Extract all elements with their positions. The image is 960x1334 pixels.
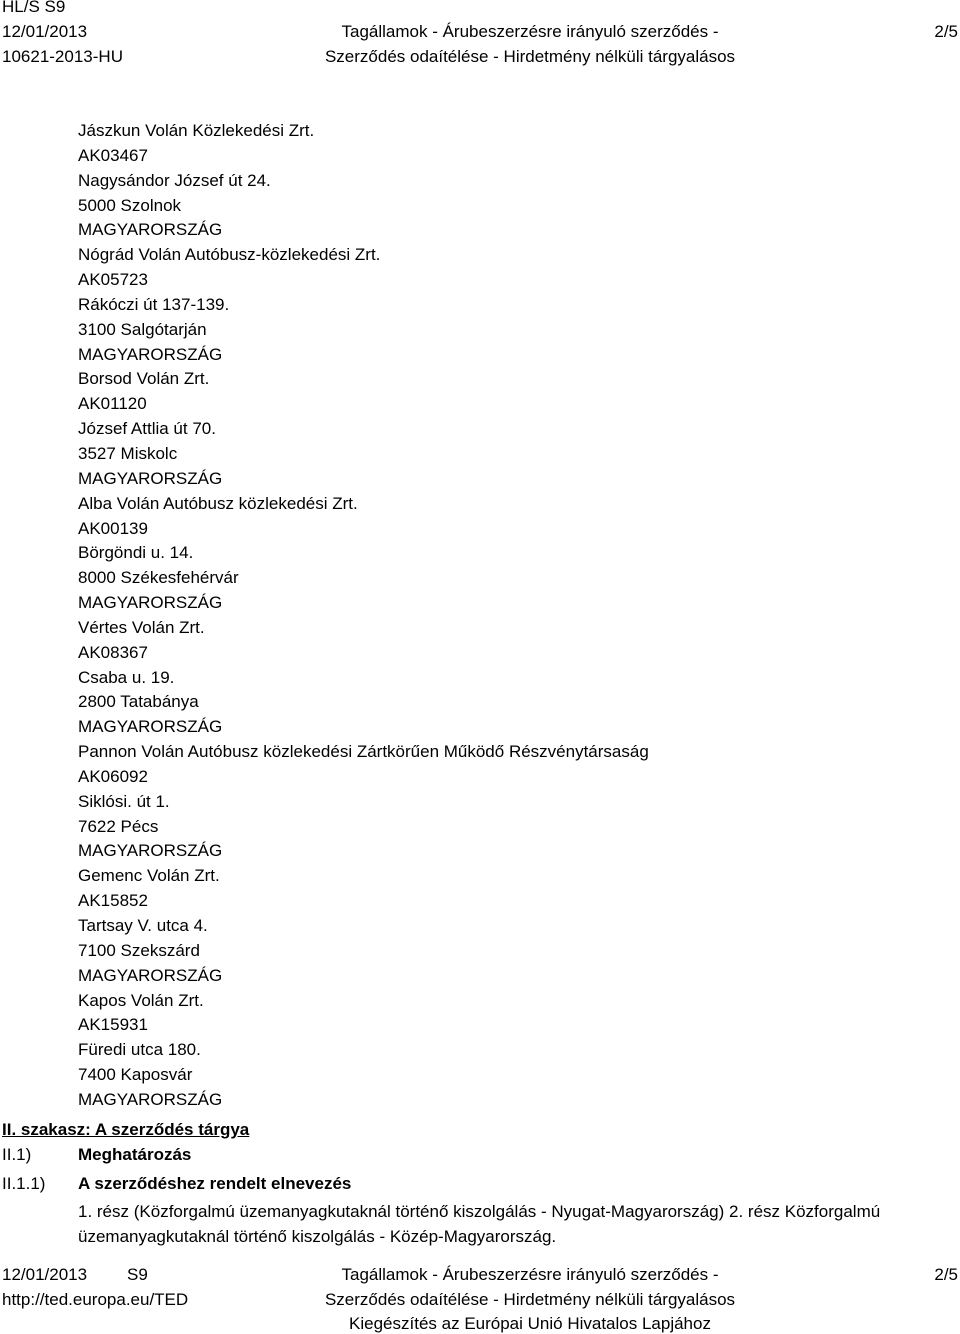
footer-title-line3: Kiegészítés az Európai Unió Hivatalos Lapjához <box>349 1314 711 1333</box>
address-line: AK03467 <box>78 145 148 165</box>
subsub-section-number: II.1.1) <box>2 1174 46 1193</box>
address-line: Borsod Volán Zrt. <box>78 369 210 389</box>
sub-section-title: Meghatározás <box>78 1145 192 1164</box>
address-line: Vértes Volán Zrt. <box>78 617 205 637</box>
section-heading: II. szakasz: A szerződés tárgya <box>2 1120 250 1139</box>
address-line: AK08367 <box>78 642 148 662</box>
address-line: MAGYARORSZÁG <box>78 841 223 861</box>
address-line: 8000 Székesfehérvár <box>78 568 239 588</box>
sub-section-number: II.1) <box>2 1145 32 1164</box>
address-line: Tartsay V. utca 4. <box>78 916 208 935</box>
header-date: 12/01/2013 <box>2 22 88 41</box>
address-line: 7400 Kaposvár <box>78 1065 193 1085</box>
address-line: Gemenc Volán Zrt. <box>78 866 220 886</box>
address-line: Pannon Volán Autóbusz közlekedési Zártkörűen Működő Részvénytársaság <box>78 742 649 762</box>
header-page: 2/5 <box>934 22 958 41</box>
footer-page: 2/5 <box>934 1265 958 1284</box>
footer-series: S9 <box>127 1265 148 1284</box>
doc-type: HL/S S9 <box>2 0 66 16</box>
address-line: AK15852 <box>78 891 148 911</box>
address-line: MAGYARORSZÁG <box>78 717 223 737</box>
address-line: 3527 Miskolc <box>78 443 178 463</box>
footer-title-line1: Tagállamok - Árubeszerzésre irányuló szerződés - <box>341 1265 719 1284</box>
address-line: AK06092 <box>78 766 148 786</box>
header-ref: 10621-2013-HU <box>2 47 123 66</box>
address-line: MAGYARORSZÁG <box>78 965 223 985</box>
address-line: MAGYARORSZÁG <box>78 220 223 240</box>
address-line: Kapos Volán Zrt. <box>78 990 204 1010</box>
address-line: 2800 Tatabánya <box>78 692 199 712</box>
header-title-line2: Szerződés odaítélése - Hirdetmény nélküli tárgyalásos <box>324 47 736 66</box>
subsub-section-title: A szerződéshez rendelt elnevezés <box>78 1174 352 1193</box>
footer-title-line2: Szerződés odaítélése - Hirdetmény nélküli tárgyalásos <box>324 1290 736 1309</box>
address-line: Csaba u. 19. <box>78 667 175 687</box>
address-list <box>78 121 938 1115</box>
address-line: József Attlia út 70. <box>78 419 216 439</box>
address-line: AK01120 <box>78 394 147 414</box>
address-line: MAGYARORSZÁG <box>78 344 223 364</box>
address-line: Rákóczi út 137-139. <box>78 294 230 314</box>
address-line: 7622 Pécs <box>78 816 159 836</box>
address-line: MAGYARORSZÁG <box>78 593 223 613</box>
address-line: MAGYARORSZÁG <box>78 1089 223 1109</box>
address-line: Alba Volán Autóbusz közlekedési Zrt. <box>78 493 358 513</box>
address-line: AK05723 <box>78 270 148 290</box>
address-line: AK00139 <box>78 518 148 538</box>
address-line: Siklósi. út 1. <box>78 791 170 811</box>
address-line: 7100 Szekszárd <box>78 940 200 960</box>
address-line: 3100 Salgótarján <box>78 319 207 339</box>
address-line: MAGYARORSZÁG <box>78 468 223 488</box>
address-line: 5000 Szolnok <box>78 195 182 215</box>
header-title-line1: Tagállamok - Árubeszerzésre irányuló szerződés - <box>341 22 719 41</box>
address-line: Jászkun Volán Közlekedési Zrt. <box>78 121 315 140</box>
address-line: Börgöndi u. 14. <box>78 543 194 563</box>
contract-name-text: 1. rész (Közforgalmú üzemanyagkutaknál történő kiszolgálás - Nyugat-Magyarország) 2. rész Közforgalmú üzemanyagkutaknál történő kiszolgálás - Közép-Magyarország. <box>78 1202 881 1246</box>
address-line: Füredi utca 180. <box>78 1040 201 1060</box>
address-line: Nógrád Volán Autóbusz-közlekedési Zrt. <box>78 245 381 265</box>
footer-date: 12/01/2013 <box>2 1265 88 1284</box>
footer-url[interactable]: http://ted.europa.eu/TED <box>2 1290 189 1309</box>
address-line: AK15931 <box>78 1015 148 1035</box>
address-line: Nagysándor József út 24. <box>78 170 271 190</box>
